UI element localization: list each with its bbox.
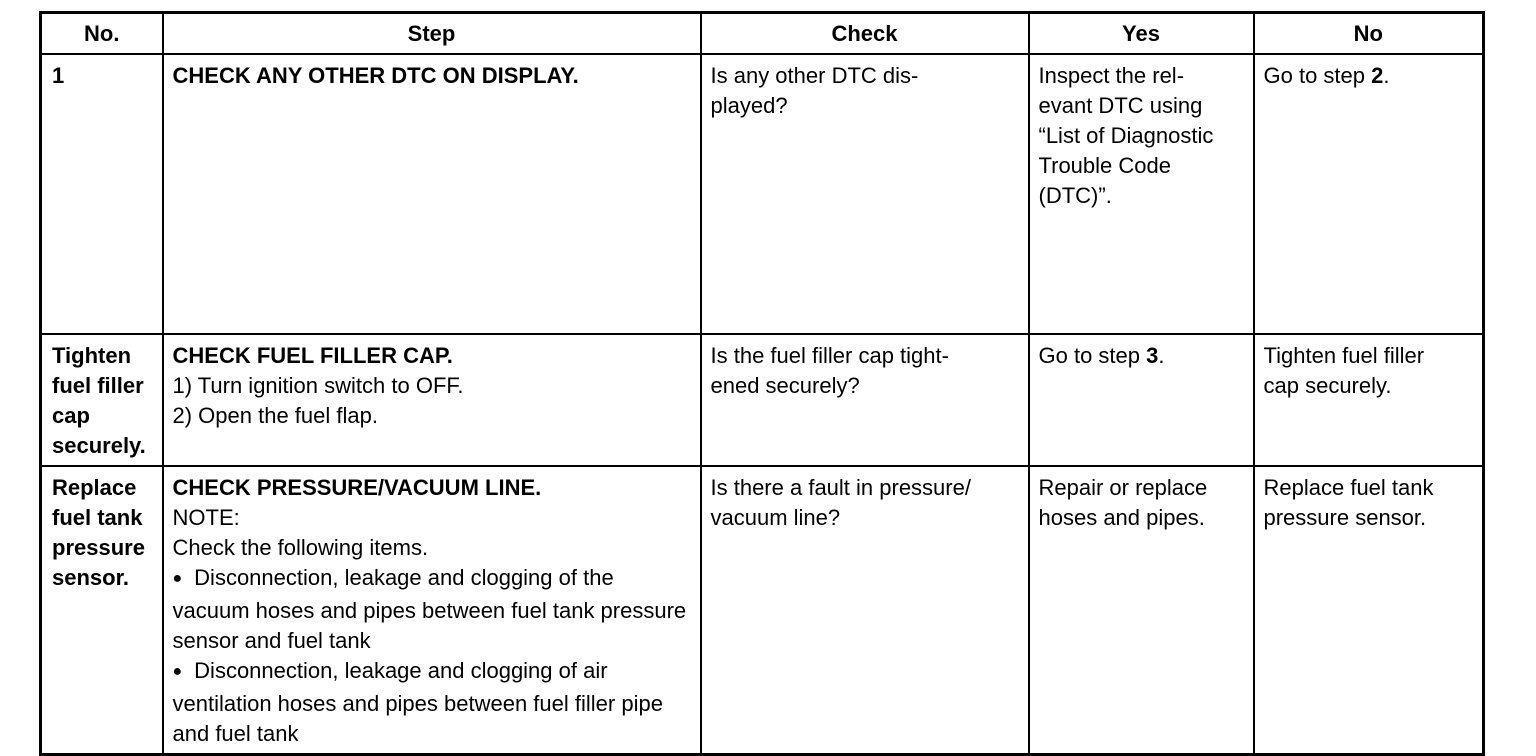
header-no-result: No bbox=[1254, 13, 1484, 55]
step-instruction: 2) Open the fuel flap. bbox=[172, 403, 378, 428]
yes-step-ref: 3 bbox=[1146, 343, 1159, 368]
no-text: Replace fuel tank pressure sensor. bbox=[1263, 475, 1434, 530]
step-title: CHECK PRESSURE/VACUUM LINE. bbox=[172, 475, 542, 500]
no-cell bbox=[1254, 334, 1484, 466]
diagnostic-table bbox=[39, 11, 1485, 756]
header-check: Check bbox=[701, 13, 1029, 55]
yes-cell bbox=[1029, 334, 1254, 466]
header-row bbox=[41, 13, 1484, 55]
check-text: Is any other DTC dis- played? bbox=[710, 63, 919, 118]
step-cell bbox=[163, 334, 701, 466]
yes-suffix: . bbox=[1158, 343, 1165, 368]
step-title: CHECK ANY OTHER DTC ON DISPLAY. bbox=[172, 63, 579, 88]
check-cell bbox=[701, 334, 1029, 466]
check-text: Is the fuel filler cap tight- ened securely? bbox=[710, 343, 949, 398]
step-instruction: 1) Turn ignition switch to OFF. bbox=[172, 373, 464, 398]
table-row bbox=[41, 466, 1484, 755]
no-prefix: Go to step bbox=[1263, 63, 1372, 88]
no-cell bbox=[1254, 466, 1484, 755]
header-step: Step bbox=[163, 13, 701, 55]
step-number: 1 bbox=[41, 54, 163, 334]
no-text: Tighten fuel filler cap securely. bbox=[1263, 343, 1425, 398]
step-note-intro: Check the following items. bbox=[172, 535, 429, 560]
table-row bbox=[41, 334, 1484, 466]
yes-cell bbox=[1029, 466, 1254, 755]
yes-cell bbox=[1029, 54, 1254, 334]
yes-text: Inspect the rel- evant DTC using “List of Diagnostic Trouble Code (DTC)”. bbox=[1038, 63, 1214, 208]
yes-prefix: Go to step bbox=[1038, 343, 1147, 368]
header-no: No. bbox=[41, 13, 163, 55]
no-cell bbox=[1254, 54, 1484, 334]
step-number: Tighten fuel filler cap securely. bbox=[41, 334, 163, 466]
step-cell bbox=[163, 466, 701, 755]
step-title: CHECK FUEL FILLER CAP. bbox=[172, 343, 453, 368]
check-cell bbox=[701, 466, 1029, 755]
yes-text: Repair or replace hoses and pipes. bbox=[1038, 475, 1208, 530]
header-yes: Yes bbox=[1029, 13, 1254, 55]
table-row bbox=[41, 54, 1484, 334]
check-cell bbox=[701, 54, 1029, 334]
step-number: Replace fuel tank pressure sensor. bbox=[41, 466, 163, 755]
step-note-label: NOTE: bbox=[172, 505, 240, 530]
check-text: Is there a fault in pressure/ vacuum line? bbox=[710, 475, 971, 530]
step-cell bbox=[163, 54, 701, 334]
step-note-bullet: ● Disconnection, leakage and clogging of the vacuum hoses and pipes between fuel tank pressure sensor and fuel tank bbox=[173, 563, 691, 656]
step-note-bullet: ● Disconnection, leakage and clogging of air ventilation hoses and pipes between fuel filler pipe and fuel tank bbox=[173, 656, 691, 749]
no-step-ref: 2 bbox=[1371, 63, 1384, 88]
no-suffix: . bbox=[1383, 63, 1390, 88]
